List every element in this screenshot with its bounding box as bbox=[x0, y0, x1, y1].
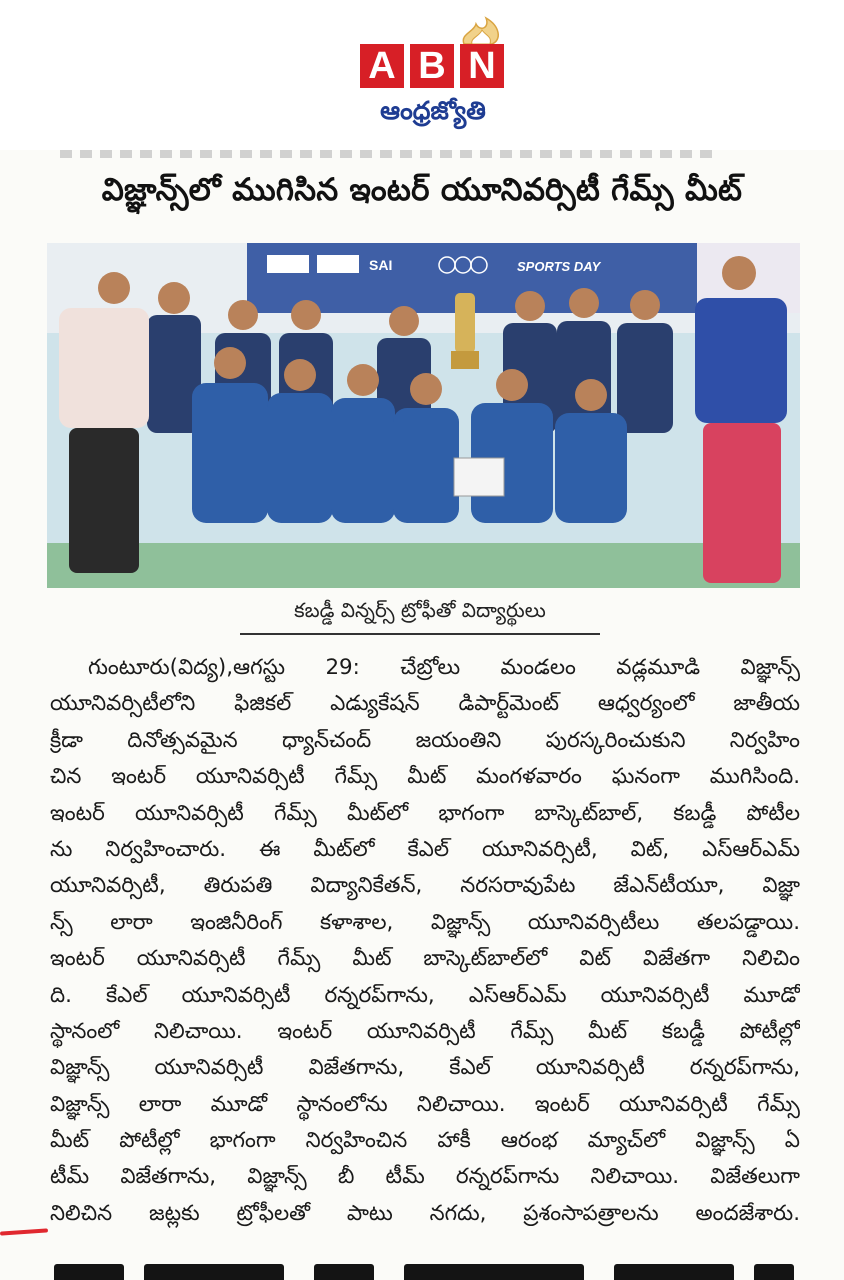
logo-letter-a: A bbox=[360, 44, 404, 88]
article-body bbox=[50, 650, 800, 1232]
next-headline-cutoff bbox=[54, 1248, 794, 1280]
banner-logo bbox=[317, 255, 359, 273]
body-line: గుంటూరు(విద్య),ఆగస్టు 29: చేబ్రోలు మండలం వడ్లమూడి విజ్ఞాన్స్ bbox=[88, 655, 800, 680]
body-line: టీమ్ విజేతగాను, విజ్ఞాన్స్ బీ టీమ్ రన్నరప్‌గాను నిలిచాయి. విజేతలుగా bbox=[50, 1164, 800, 1190]
banner-logo bbox=[267, 255, 309, 273]
logo-letter-n: N bbox=[460, 44, 504, 88]
logo-letter-b: B bbox=[410, 44, 454, 88]
body-line: ది. కేఎల్ యూనివర్సిటీ రన్నరప్‌గాను, ఎస్ఆర్ఎమ్ యూనివర్సిటీ మూడో bbox=[50, 982, 800, 1008]
body-line: మీట్ పోటీల్లో భాగంగా నిర్వహించిన హాకీ ఆరంభ మ్యాచ్‌లో విజ్ఞాన్స్ ఏ bbox=[50, 1128, 800, 1154]
body-line: యూనివర్సిటీ, తిరుపతి విద్యానికేతన్, నరసరావుపేట జేఎన్‌టీయూ, విజ్ఞా bbox=[50, 873, 800, 899]
photo-caption: కబడ్డీ విన్నర్స్ ట్రోఫీతో విద్యార్థులు bbox=[240, 598, 600, 635]
body-line: ను నిర్వహించారు. ఈ మీట్‌లో కేఎల్ యూనివర్సిటీ, విట్, ఎస్ఆర్ఎమ్ bbox=[50, 836, 800, 862]
article-photo[interactable] bbox=[47, 243, 800, 588]
body-line: నిలిచిన జట్లకు ట్రోఫీలతో పాటు నగదు, ప్రశంసాపత్రాలను అందజేశారు. bbox=[50, 1200, 800, 1226]
app-header bbox=[0, 0, 844, 150]
body-line: స్థానంలో నిలిచాయి. ఇంటర్ యూనివర్సిటీ గేమ్స్ మీట్ కబడ్డీ పోటీల్లో bbox=[50, 1018, 800, 1044]
banner-sports-day-text: SPORTS DAY bbox=[517, 259, 601, 274]
flame-icon bbox=[456, 14, 506, 48]
banner-sai-text: SAI bbox=[369, 257, 393, 273]
body-line: ఇంటర్ యూనివర్సిటీ గేమ్స్ మీట్ బాస్కెట్‌బాల్‌లో విట్ విజేతగా నిలిచిం bbox=[50, 946, 800, 972]
body-line: న్స్ లారా ఇంజినీరింగ్ కళాశాల, విజ్ఞాన్స్ యూనివర్సిటీలు తలపడ్డాయి. bbox=[50, 909, 800, 935]
body-line: చిన ఇంటర్ యూనివర్సిటీ గేమ్స్ మీట్ మంగళవారం ఘనంగా ముగిసింది. bbox=[50, 764, 800, 790]
person-right-shirt bbox=[695, 298, 787, 423]
body-line: విజ్ఞాన్స్ యూనివర్సిటీ విజేతగాను, కేఎల్ యూనివర్సిటీ రన్నరప్‌గాను, bbox=[50, 1055, 800, 1081]
logo-subtitle: ఆంధ్రజ్యోతి bbox=[380, 96, 486, 125]
body-line: విజ్ఞాన్స్ లారా మూడో స్థానంలోను నిలిచాయి. ఇంటర్ యూనివర్సిటీ గేమ్స్ bbox=[50, 1091, 800, 1117]
cut-off-text-line bbox=[60, 150, 720, 158]
abn-logo[interactable] bbox=[360, 44, 504, 88]
body-line: క్రీడా దినోత్సవమైన ధ్యాన్‌చంద్ జయంతిని పురస్కరించుకుని నిర్వహిం bbox=[50, 727, 800, 753]
trophy-icon bbox=[455, 293, 475, 353]
article-headline: విజ్ఞాన్స్‌లో ముగిసిన ఇంటర్ యూనివర్సిటీ గేమ్స్ మీట్ bbox=[101, 172, 743, 208]
team-photo-illustration bbox=[47, 243, 800, 588]
body-line: ఇంటర్ యూనివర్సిటీ గేమ్స్ మీట్‌లో భాగంగా బాస్కెట్‌బాల్, కబడ్డీ పోటీల bbox=[50, 800, 800, 826]
body-line: యూనివర్సిటీలోని ఫిజికల్ ఎడ్యుకేషన్ డిపార్ట్‌మెంట్ ఆధ్వర్యంలో జాతీయ bbox=[50, 691, 800, 717]
certificate bbox=[454, 458, 504, 496]
person-left-coat bbox=[59, 308, 149, 428]
